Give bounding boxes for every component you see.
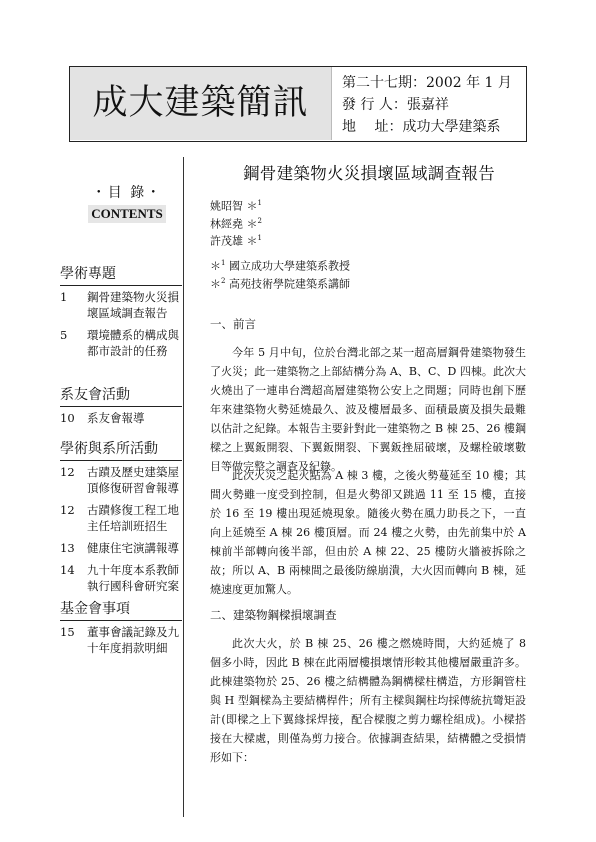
toc-item-page: 14	[60, 563, 75, 577]
toc-section-academic	[60, 265, 182, 365]
toc-item[interactable]	[60, 289, 182, 321]
toc-section-activities	[60, 440, 182, 600]
toc-item-page: 13	[60, 541, 75, 555]
author-mark: ＊	[246, 234, 258, 248]
toc-section-title: 學術與系所活動	[60, 440, 182, 461]
author-name: 許茂雄	[210, 234, 243, 248]
author-list	[210, 196, 262, 249]
affiliation-ref: 1	[221, 259, 226, 267]
author-mark: ＊	[246, 199, 258, 213]
toc-section-alumni	[60, 386, 182, 432]
toc-section-title: 基金會事項	[60, 600, 182, 621]
author	[210, 214, 262, 232]
toc-section-title: 系友會活動	[60, 386, 182, 407]
affiliation-ref: 2	[221, 276, 226, 285]
toc-item[interactable]	[60, 624, 182, 656]
body-paragraph: 此次大火，於 B 棟 25、26 樓之燃燒時間，大約延燒了 8 個多小時，因此 B 棟在此兩層樓損壞情形較其他樓層嚴重許多。此棟建築物於 25、26 樓之結構體為鋼構樑柱構造，方形鋼管柱與 H 型鋼樑為主要結構桿件；所有主樑與鋼柱均採傳統抗彎矩設計(即樑之上下翼緣採焊接，配合樑腹之剪力螺栓組成)。小樑搭接在大樑處，則僅為剪力接合。依據調查結果，結構體之受損情形如下：	[210, 637, 526, 764]
toc-heading	[73, 183, 181, 223]
affiliation	[210, 256, 350, 274]
toc-item-page: 12	[60, 503, 75, 517]
toc-section-title: 學術專題	[60, 265, 182, 286]
affiliation	[210, 274, 350, 292]
masthead-info	[342, 72, 526, 138]
toc-item-title: 環境體系的構成與都市設計的任務	[87, 328, 179, 358]
toc-item[interactable]	[60, 502, 182, 534]
publisher-line: 發 行 人：張嘉祥	[342, 97, 449, 113]
body-paragraph: 此次火災之起火點為 A 棟 3 樓，之後火勢蔓延至 10 樓；其間火勢雖一度受到控制，但是火勢卻又跳過 11 至 15 樓，直接於 16 至 19 樓出現延燒現象。隨後火勢在風力助長之下，一直向上延燒至 A 棟 26 樓頂層。而 24 樓之火勢，由先前集中於 A 棟前半部轉向後半部，但由於 A 棟 22、25 樓防火牆被拆除之故；所以 A、B 兩棟間之最後防線崩潰，大火因而轉向 B 棟，延燒速度更加驚人。	[210, 469, 526, 596]
toc-item[interactable]	[60, 562, 182, 594]
toc-item[interactable]	[60, 464, 182, 496]
toc-item-title: 鋼骨建築物火災損壞區域調查報告	[87, 290, 179, 320]
toc-item-page: 10	[60, 411, 75, 425]
toc-item[interactable]	[60, 410, 182, 426]
article-title: 鋼骨建築物火災損壞區域調查報告	[243, 164, 495, 183]
toc-item-title: 古蹟修復工程工地主任培訓班招生	[87, 503, 179, 533]
toc-heading-zh: ・目 錄・	[91, 185, 163, 201]
toc-item-title: 健康住宅演講報導	[87, 541, 179, 555]
section-heading: 一、前言	[210, 317, 256, 331]
author-mark: ＊	[246, 217, 258, 231]
newsletter-title: 成大建築簡訊	[70, 67, 332, 140]
address-line: 地 址：成功大學建築系	[342, 119, 501, 135]
author	[210, 196, 262, 214]
author	[210, 231, 262, 249]
issue-line: 第二十七期：2002 年 1 月	[342, 75, 512, 91]
body-paragraph: 今年 5 月中旬，位於台灣北部之某一超高層鋼骨建築物發生了火災；此一建築物之上部結構分為 A、B、C、D 四棟。此次大火燒出了一連串台灣超高層建築物公安上之問題；同時也創下歷年來建築物火勢延燒最久、波及樓層最多、面積最廣及損失最難以估計之紀錄。本報告主要針對此一建築物之 B 棟 25、26 樓鋼樑之上翼鈑開裂、下翼鈑開裂、下翼鈑挫屈破壞，及螺栓破壞數目等做完整之調查及紀錄。	[210, 346, 526, 473]
affiliation-mark: ＊	[210, 277, 221, 291]
toc-item[interactable]	[60, 540, 182, 556]
author-ref: 1	[257, 199, 262, 207]
author-ref: 1	[257, 234, 262, 243]
toc-heading-en: CONTENTS	[88, 205, 166, 223]
author-ref: 2	[257, 216, 262, 225]
toc-item[interactable]	[60, 327, 182, 359]
affiliation-mark: ＊	[210, 259, 221, 273]
masthead	[69, 66, 527, 142]
toc-item-page: 1	[60, 290, 68, 304]
section-heading: 二、建築物鋼樑損壞調查	[210, 608, 337, 622]
affiliation-list	[210, 256, 350, 291]
toc-item-title: 董事會議記錄及九十年度捐款明細	[87, 625, 179, 655]
affiliation-text: 國立成功大學建築系教授	[228, 259, 350, 273]
affiliation-text: 高苑技術學院建築系講師	[228, 277, 350, 291]
toc-item-page: 15	[60, 625, 75, 639]
toc-item-title: 九十年度本系教師執行國科會研究案	[87, 563, 179, 593]
toc-item-page: 12	[60, 465, 75, 479]
toc-item-title: 古蹟及歷史建築屋頂修復研習會報導	[87, 465, 179, 495]
author-name: 姚昭智	[210, 199, 243, 213]
toc-item-page: 5	[60, 328, 68, 342]
toc-section-foundation	[60, 600, 182, 662]
toc-item-title: 系友會報導	[87, 411, 145, 425]
author-name: 林經堯	[210, 217, 243, 231]
